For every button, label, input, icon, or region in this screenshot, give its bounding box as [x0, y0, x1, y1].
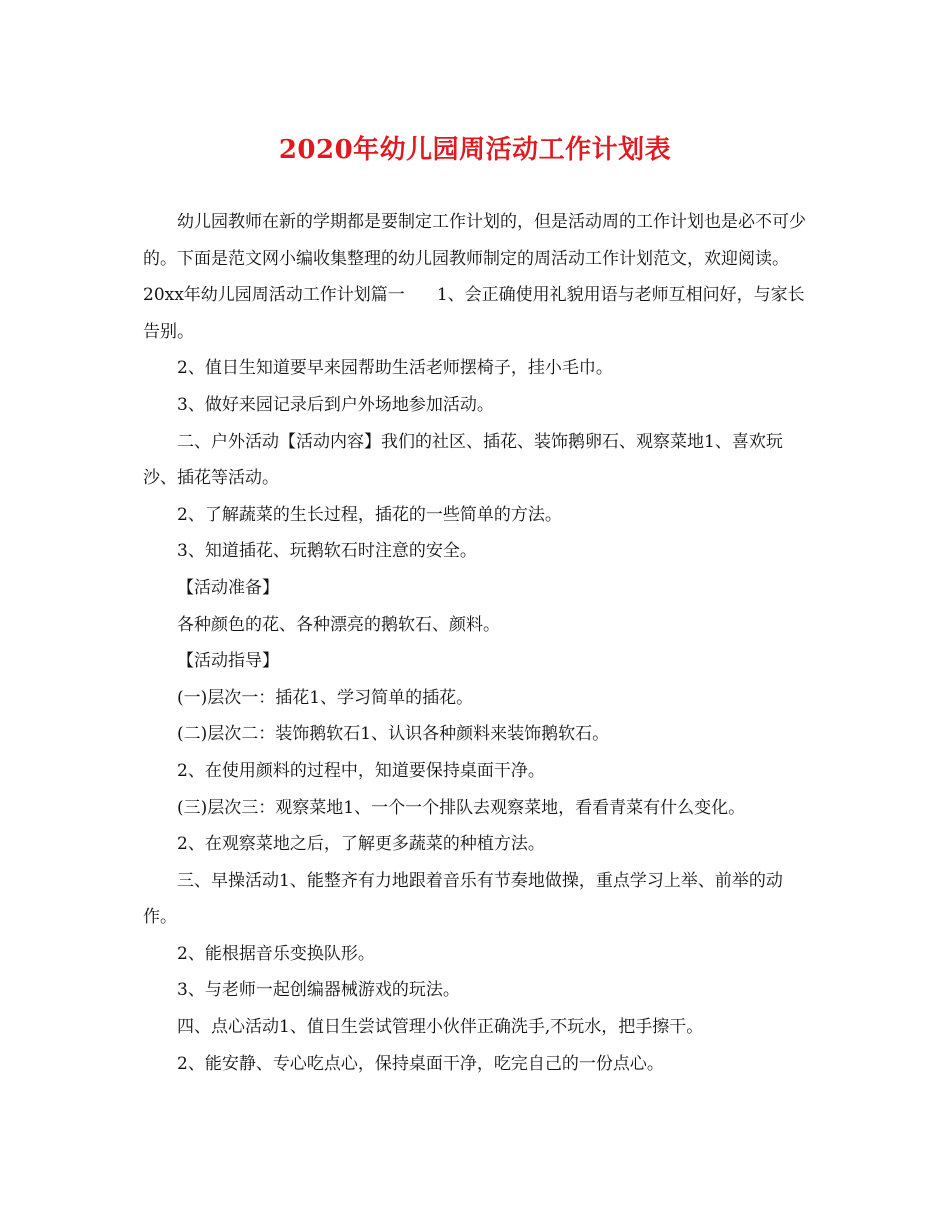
paragraph: 三、早操活动1、能整齐有力地跟着音乐有节奏地做操，重点学习上举、前举的动作。	[143, 870, 783, 928]
subheading: 【活动指导】	[177, 651, 279, 672]
paragraph: 2、在使用颜料的过程中，知道要保持桌面干净。	[177, 760, 545, 781]
paragraph: 2、了解蔬菜的生长过程，插花的一些简单的方法。	[177, 504, 562, 525]
paragraph: 2、能安静、专心吃点心，保持桌面干净，吃完自己的一份点心。	[177, 1053, 664, 1074]
paragraph: 各种颜色的花、各种漂亮的鹅软石、颜料。	[177, 614, 500, 635]
intro-paragraph: 幼儿园教师在新的学期都是要制定工作计划的，但是活动周的工作计划也是必不可少的。下面是范文网小编收集整理的幼儿园教师制定的周活动工作计划范文，欢迎阅读。	[143, 212, 806, 269]
paragraph: (一)层次一：插花1、学习简单的插花。	[177, 687, 474, 708]
paragraph: 四、点心活动1、值日生尝试管理小伙伴正确洗手,不玩水，把手擦干。	[177, 1017, 704, 1038]
document-body	[143, 204, 807, 1082]
paragraph: 二、户外活动【活动内容】我们的社区、插花、装饰鹅卵石、观察菜地1、喜欢玩沙、插花等活动。	[143, 431, 783, 489]
section-heading: 20xx年幼儿园周活动工作计划篇一	[143, 285, 405, 306]
subheading: 【活动准备】	[177, 577, 279, 598]
paragraph: 2、值日生知道要早来园帮助生活老师摆椅子，挂小毛巾。	[177, 358, 613, 379]
paragraph: 3、做好来园记录后到户外场地参加活动。	[177, 394, 494, 415]
paragraph: (二)层次二：装饰鹅软石1、认识各种颜料来装饰鹅软石。	[177, 724, 610, 745]
paragraph: 2、能根据音乐变换队形。	[177, 943, 375, 964]
section-item-text: 1、会正确使用礼貌用语与老师互相问好，与家长告别。	[143, 285, 805, 342]
paragraph: (三)层次三：观察菜地1、一个一个排队去观察菜地，看看青菜有什么变化。	[177, 797, 746, 818]
paragraph: 3、与老师一起创编器械游戏的玩法。	[177, 980, 460, 1001]
section-heading-paragraph	[143, 277, 807, 350]
paragraph: 2、在观察菜地之后，了解更多蔬菜的种植方法。	[177, 834, 545, 855]
document-title: 2020年幼儿园周活动工作计划表	[278, 135, 672, 165]
paragraph: 3、知道插花、玩鹅软石时注意的安全。	[177, 541, 477, 562]
